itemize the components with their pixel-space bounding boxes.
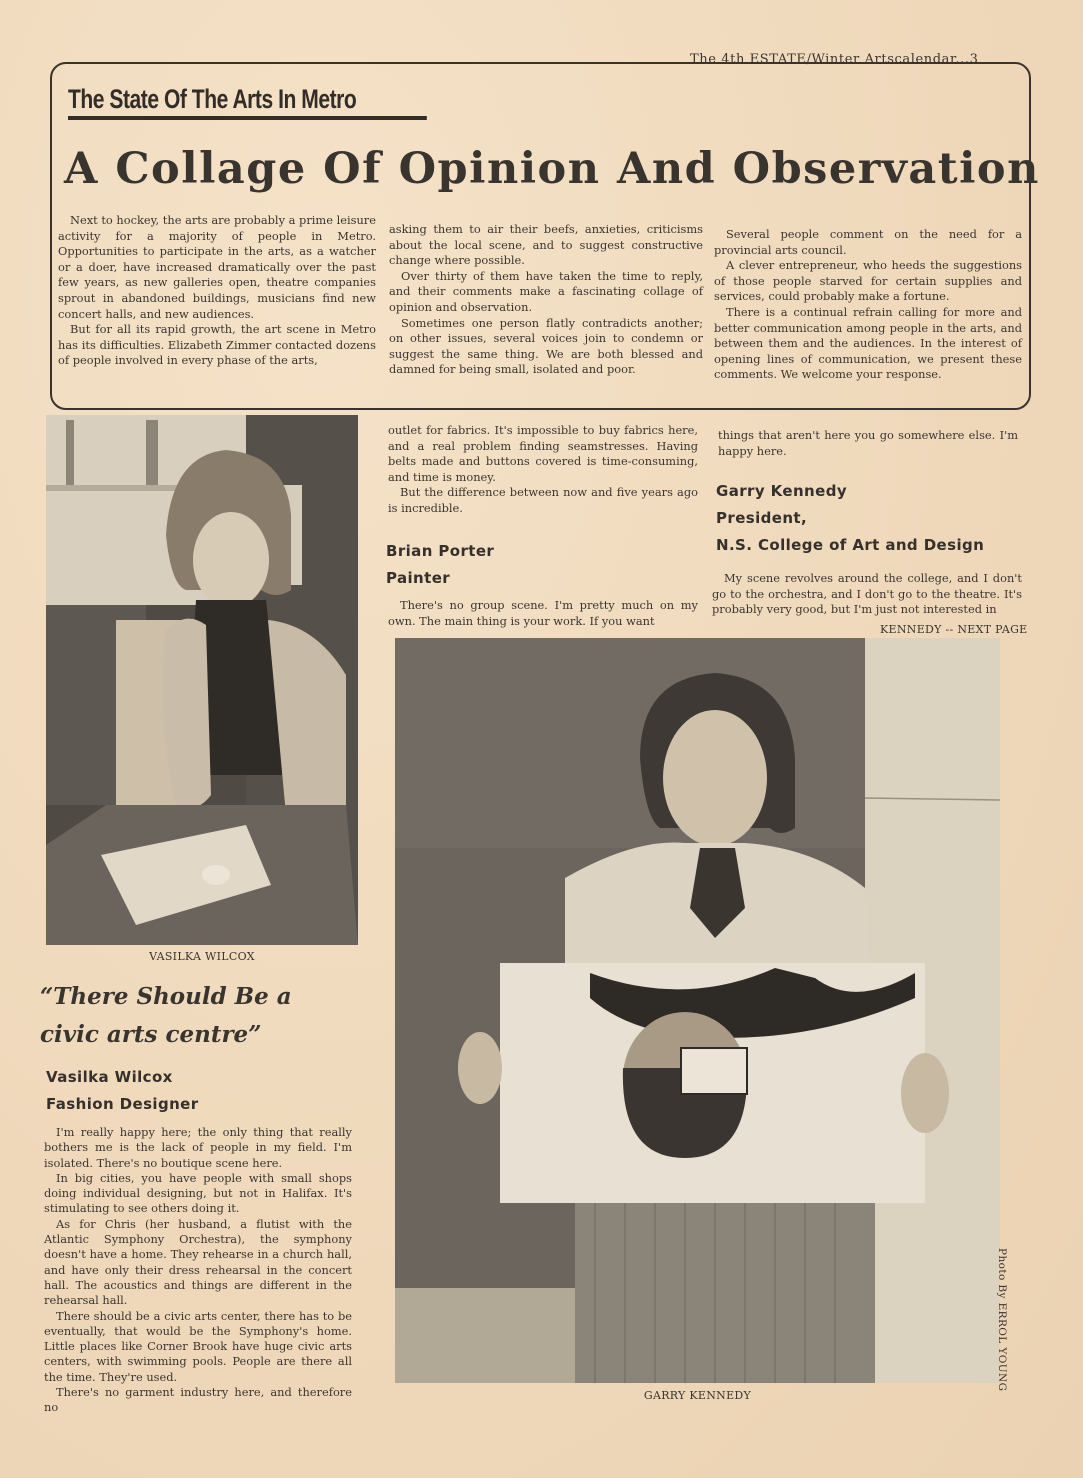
- porter-continued-column: [718, 428, 1018, 459]
- byline-title: President,: [716, 509, 808, 527]
- byline-kennedy: [716, 478, 984, 559]
- body-paragraph: I'm really happy here; the only thing that really bothers me is the lack of people in my field. I'm isolated. There's no boutique scene here.: [44, 1125, 352, 1170]
- intro-paragraph: But for all its rapid growth, the art scene in Metro has its difficulties. Elizabeth Zimmer contacted dozens of people involved in every phase of the arts,: [58, 322, 376, 368]
- photo-caption-wilcox: VASILKA WILCOX: [149, 950, 255, 963]
- byline-name: Garry Kennedy: [716, 482, 848, 500]
- intro-column-1: [58, 213, 376, 369]
- intro-paragraph: A clever entrepreneur, who heeds the suggestions of those people starved for certain supplies and services, could probably make a fortune.: [714, 258, 1022, 304]
- intro-paragraph: There is a continual refrain calling for more and better communication among people in the arts, and between them and the audiences. In the interest of opening lines of communication, we present these comments. We welcome your response.: [714, 304, 1022, 382]
- feature-kicker: The State Of The Arts In Metro: [68, 82, 427, 120]
- intro-paragraph: Over thirty of them have taken the time to reply, and their comments make a fascinating collage of opinion and observation.: [389, 268, 703, 314]
- intro-column-2: [389, 222, 703, 378]
- byline-name: Brian Porter: [386, 542, 495, 560]
- body-paragraph: There should be a civic arts center, there has to be eventually, that would be the Symphony's home. Little places like Corner Brook have huge civic arts centers, with swimming pools. People are there all the time. They're used.: [44, 1308, 352, 1384]
- intro-paragraph: asking them to air their beefs, anxieties, criticisms about the local scene, and to suggest constructive change where possible.: [389, 222, 703, 268]
- photo-credit: Photo By ERROL YOUNG: [996, 1248, 1008, 1392]
- body-paragraph: My scene revolves around the college, and I don't go to the orchestra, and I don't go to the theatre. It's probably very good, but I'm just not interested in: [712, 571, 1022, 617]
- running-head: The 4th ESTATE/Winter Artscalendar...3: [690, 52, 979, 67]
- byline-title: Painter: [386, 569, 451, 587]
- wilcox-continued-column: [388, 423, 698, 517]
- pull-quote-wilcox: [40, 978, 370, 1054]
- body-paragraph: There's no group scene. I'm pretty much on my own. The main thing is your work. If you want: [388, 598, 698, 628]
- feature-headline: A Collage Of Opinion And Observation: [64, 144, 1040, 194]
- wilcox-photo-illustration: [46, 415, 358, 945]
- body-paragraph: In big cities, you have people with small shops doing individual designing, but not in Halifax. It's stimulating to see others doing it.: [44, 1170, 352, 1216]
- wilcox-column: [44, 1125, 352, 1416]
- photo-garry-kennedy: [395, 638, 1000, 1383]
- intro-column-3: [714, 227, 1022, 383]
- pull-quote-line: civic arts centre”: [40, 1021, 262, 1048]
- intro-paragraph: Sometimes one person flatly contradicts another; on other issues, several voices join to condemn or suggest the same thing. We are both blessed and damned for being small, isolated and poor.: [389, 315, 703, 377]
- byline-name: Vasilka Wilcox: [46, 1068, 173, 1086]
- porter-column: [388, 598, 698, 629]
- kennedy-photo-illustration: [395, 638, 1000, 1383]
- byline-wilcox: [46, 1064, 199, 1118]
- pull-quote-line: “There Should Be a: [40, 983, 292, 1010]
- body-paragraph: outlet for fabrics. It's impossible to buy fabrics here, and a real problem finding seamstresses. Having belts made and buttons covered is time-consuming, and time is money.: [388, 423, 698, 484]
- photo-vasilka-wilcox: [46, 415, 358, 945]
- byline-title: N.S. College of Art and Design: [716, 536, 985, 554]
- byline-title: Fashion Designer: [46, 1095, 199, 1113]
- intro-paragraph: Several people comment on the need for a provincial arts council.: [714, 227, 1022, 257]
- kennedy-column: [712, 571, 1022, 618]
- photo-caption-kennedy: GARRY KENNEDY: [643, 1389, 752, 1402]
- body-paragraph: There's no garment industry here, and therefore no: [44, 1385, 352, 1415]
- intro-paragraph: Next to hockey, the arts are probably a prime leisure activity for a majority of people in Metro. Opportunities to participate in the arts, as a watcher or a doer, have increased dramatically over the past few years, as new galleries open, theatre companies sprout in abandoned buildings, musicians find new concert halls, and new audiences.: [58, 213, 376, 321]
- body-paragraph: things that aren't here you go somewhere else. I'm happy here.: [718, 428, 1018, 458]
- continued-jump-line[interactable]: KENNEDY -- NEXT PAGE: [880, 623, 1028, 636]
- byline-porter: [386, 538, 494, 592]
- body-paragraph: But the difference between now and five years ago is incredible.: [388, 485, 698, 515]
- body-paragraph: As for Chris (her husband, a flutist with the Atlantic Symphony Orchestra), the symphony doesn't have a home. They rehearse in a church hall, and have only their dress rehearsal in the concert hall. The acoustics and things are different in the rehearsal hall.: [44, 1216, 352, 1308]
